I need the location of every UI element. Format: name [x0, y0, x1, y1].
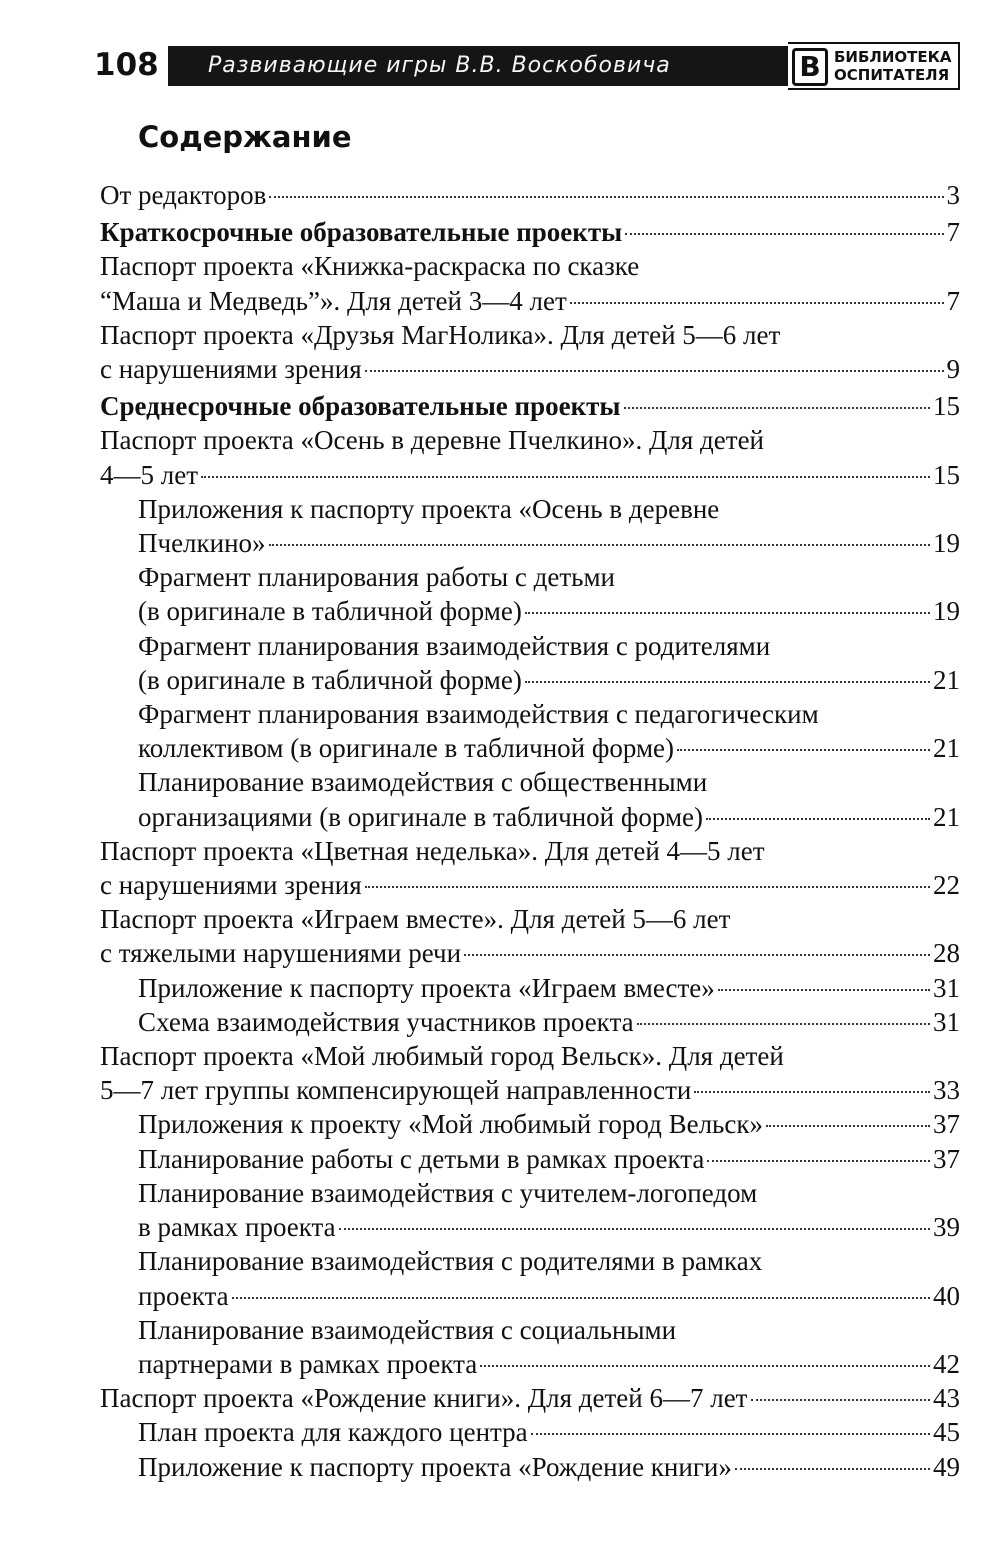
toc-entry-text: Планирование взаимодействия с социальными: [138, 1314, 677, 1345]
toc-entry[interactable]: [138, 1313, 960, 1381]
toc-entry-text: Среднесрочные образовательные проекты: [100, 391, 621, 422]
toc-entry[interactable]: [138, 1142, 960, 1176]
toc-entry[interactable]: [138, 1450, 960, 1484]
toc-entry-text: (в оригинале в табличной форме): [138, 664, 522, 695]
toc-entry[interactable]: [100, 178, 960, 212]
toc-page-number: 21: [933, 733, 960, 764]
toc-entry-text: “Маша и Медведь”». Для детей 3—4 лет: [100, 285, 567, 316]
toc-entry-text: Планирование взаимодействия с родителями в рамках: [138, 1246, 763, 1277]
header-bar: [168, 46, 876, 86]
dot-leader: [339, 1228, 930, 1230]
toc-entry[interactable]: [138, 1244, 960, 1312]
dot-leader: [365, 370, 944, 372]
toc-entry-text: партнерами в рамках проекта: [138, 1348, 478, 1379]
toc-entry-text: Планирование взаимодействия с учителем-логопедом: [138, 1177, 758, 1208]
dot-leader: [269, 196, 943, 198]
toc-entry-text: Приложение к паспорту проекта «Рождение книги»: [138, 1451, 732, 1482]
toc-entry-text: Планирование взаимодействия с общественными: [138, 767, 708, 798]
toc-page-number: 21: [933, 664, 960, 695]
toc-entry-text: Паспорт проекта «Книжка-раскраска по сказке: [100, 251, 640, 282]
series-logo: [788, 42, 960, 90]
toc-page-number: 3: [946, 180, 960, 210]
toc-entry-text: Фрагмент планирования взаимодействия с педагогическим: [138, 699, 819, 730]
toc-entry-text: Краткосрочные образовательные проекты: [100, 217, 623, 248]
toc-entry-text: в рамках проекта: [138, 1212, 336, 1243]
toc-entry[interactable]: [138, 629, 960, 697]
dot-leader: [525, 612, 930, 614]
dot-leader: [694, 1091, 930, 1093]
toc-page-number: 43: [933, 1383, 960, 1414]
dot-leader: [531, 1433, 930, 1435]
toc-entry-text: Приложение к паспорту проекта «Играем вместе»: [138, 972, 715, 1003]
dot-leader: [677, 749, 930, 751]
dot-leader: [751, 1399, 931, 1401]
toc-entry[interactable]: [138, 492, 960, 560]
table-of-contents: [100, 178, 960, 1484]
dot-leader: [525, 681, 930, 683]
toc-page-number: 9: [946, 354, 960, 385]
toc-page-number: 31: [933, 972, 960, 1003]
toc-entry-text: с нарушениями зрения: [100, 870, 362, 901]
toc-entry[interactable]: [100, 834, 960, 902]
toc-entry-text: коллективом (в оригинале в табличной форме): [138, 733, 675, 764]
toc-page-number: 19: [933, 596, 960, 627]
book-title: Развивающие игры В.В. Воскобовича: [208, 53, 671, 78]
logo-text-line-1: БИБЛИОТЕКА: [834, 48, 952, 66]
toc-entry[interactable]: [138, 1176, 960, 1244]
toc-entry-text: Схема взаимодействия участников проекта: [138, 1006, 634, 1037]
toc-entry-text: Паспорт проекта «Мой любимый город Вельск». Для детей: [100, 1041, 784, 1072]
dot-leader: [707, 1160, 930, 1162]
toc-page-number: 7: [946, 217, 960, 248]
dot-leader: [232, 1297, 930, 1299]
toc-page-number: 45: [933, 1417, 960, 1448]
dot-leader: [624, 407, 931, 409]
toc-entry[interactable]: [100, 318, 960, 386]
toc-entry-text: (в оригинале в табличной форме): [138, 596, 522, 627]
dot-leader: [464, 954, 930, 956]
toc-page-number: 22: [933, 870, 960, 901]
toc-title: Содержание: [138, 120, 352, 154]
dot-leader: [480, 1365, 930, 1367]
toc-entry[interactable]: [138, 765, 960, 833]
toc-page-number: 28: [933, 938, 960, 969]
toc-page-number: 49: [933, 1451, 960, 1482]
toc-entry-text: с нарушениями зрения: [100, 354, 362, 385]
toc-page-number: 21: [933, 801, 960, 832]
toc-entry-text: проекта: [138, 1280, 229, 1311]
toc-page-number: 15: [933, 391, 960, 422]
dot-leader: [570, 302, 944, 304]
toc-entry[interactable]: [138, 560, 960, 628]
toc-page-number: 7: [946, 285, 960, 316]
toc-entry-text: Фрагмент планирования работы с детьми: [138, 562, 616, 593]
toc-entry[interactable]: [100, 1381, 960, 1415]
toc-entry[interactable]: [138, 697, 960, 765]
toc-page-number: 40: [933, 1280, 960, 1311]
toc-entry[interactable]: [100, 249, 960, 317]
toc-page-number: 15: [933, 459, 960, 490]
toc-entry-text: Паспорт проекта «Играем вместе». Для детей 5—6 лет: [100, 904, 731, 935]
toc-entry[interactable]: [138, 1107, 960, 1141]
dot-leader: [637, 1023, 930, 1025]
toc-entry[interactable]: [100, 902, 960, 970]
toc-entry-text: Приложения к проекту «Мой любимый город Вельск»: [138, 1109, 763, 1140]
toc-page-number: 42: [933, 1348, 960, 1379]
toc-entry-text: План проекта для каждого центра: [138, 1417, 528, 1448]
toc-entry-text: Паспорт проекта «Друзья МагНолика». Для детей 5—6 лет: [100, 319, 781, 350]
logo-letter-icon: В: [792, 48, 828, 86]
toc-entry[interactable]: [100, 423, 960, 491]
toc-entry-text: Фрагмент планирования взаимодействия с родителями: [138, 630, 771, 661]
toc-page-number: 19: [933, 528, 960, 559]
dot-leader: [365, 886, 930, 888]
toc-page-number: 37: [933, 1143, 960, 1174]
toc-entry[interactable]: [138, 1005, 960, 1039]
toc-page-number: 39: [933, 1212, 960, 1243]
toc-entry-text: Приложения к паспорту проекта «Осень в деревне: [138, 493, 720, 524]
toc-entry[interactable]: [138, 971, 960, 1005]
logo-text-line-2: ОСПИТАТЕЛЯ: [834, 66, 950, 84]
toc-entry-text: с тяжелыми нарушениями речи: [100, 938, 462, 969]
toc-entry[interactable]: [138, 1415, 960, 1449]
page-number: 108: [94, 47, 159, 83]
dot-leader: [201, 476, 930, 478]
toc-entry-text: 4—5 лет: [100, 459, 199, 490]
toc-entry-text: Пчелкино»: [138, 528, 266, 559]
toc-page-number: 33: [933, 1075, 960, 1106]
toc-entry[interactable]: [100, 389, 960, 423]
toc-entry-text: 5—7 лет группы компенсирующей направленности: [100, 1075, 692, 1106]
toc-entry-text: От редакторов: [100, 180, 267, 210]
toc-entry[interactable]: [100, 215, 960, 249]
toc-entry-text: Паспорт проекта «Рождение книги». Для детей 6—7 лет: [100, 1383, 748, 1414]
toc-entry-text: организациями (в оригинале в табличной форме): [138, 801, 704, 832]
toc-entry-text: Паспорт проекта «Цветная неделька». Для детей 4—5 лет: [100, 835, 765, 866]
dot-leader: [706, 818, 930, 820]
dot-leader: [766, 1125, 930, 1127]
toc-entry-text: Паспорт проекта «Осень в деревне Пчелкино». Для детей: [100, 425, 765, 456]
dot-leader: [625, 233, 943, 235]
toc-entry[interactable]: [100, 1039, 960, 1107]
toc-entry-text: Планирование работы с детьми в рамках проекта: [138, 1143, 705, 1174]
toc-page-number: 31: [933, 1006, 960, 1037]
toc-page-number: 37: [933, 1109, 960, 1140]
dot-leader: [735, 1468, 930, 1470]
running-header: [94, 42, 960, 92]
dot-leader: [718, 989, 930, 991]
dot-leader: [269, 544, 930, 546]
